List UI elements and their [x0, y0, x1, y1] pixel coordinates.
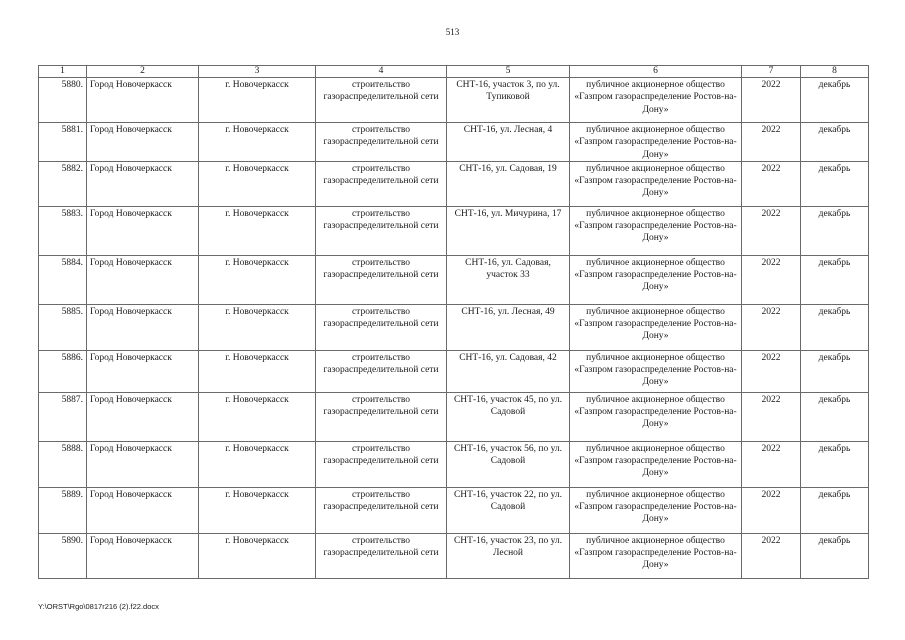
column-header: 4 — [316, 66, 447, 78]
column-header: 2 — [87, 66, 199, 78]
settlement-cell: г. Новочеркасск — [199, 255, 316, 304]
work-type-cell: строительство газораспределительной сети — [316, 123, 447, 162]
row-number: 5880. — [39, 78, 87, 123]
month-cell: декабрь — [801, 350, 869, 392]
organization-cell: публичное акционерное общество «Газпром газораспределение Ростов-на-Дону» — [570, 206, 742, 255]
work-type-cell: строительство газораспределительной сети — [316, 533, 447, 578]
object-cell: СНТ-16, участок 22, по ул. Садовой — [447, 487, 570, 533]
file-path-footer: Y:\ORST\Rgo\0817r216 (2).f22.docx — [38, 602, 159, 611]
year-cell: 2022 — [742, 350, 801, 392]
table-row — [39, 392, 869, 441]
year-cell: 2022 — [742, 304, 801, 350]
work-type-cell: строительство газораспределительной сети — [316, 441, 447, 487]
settlement-cell: г. Новочеркасск — [199, 533, 316, 578]
object-cell: СНТ-16, ул. Лесная, 49 — [447, 304, 570, 350]
year-cell: 2022 — [742, 206, 801, 255]
district-cell: Город Новочеркасск — [87, 161, 199, 206]
year-cell: 2022 — [742, 78, 801, 123]
settlement-cell: г. Новочеркасск — [199, 161, 316, 206]
month-cell: декабрь — [801, 161, 869, 206]
settlement-cell: г. Новочеркасск — [199, 392, 316, 441]
settlement-cell: г. Новочеркасск — [199, 441, 316, 487]
row-number: 5881. — [39, 123, 87, 162]
year-cell: 2022 — [742, 487, 801, 533]
row-number: 5883. — [39, 206, 87, 255]
district-cell: Город Новочеркасск — [87, 123, 199, 162]
table-row — [39, 533, 869, 578]
month-cell: декабрь — [801, 255, 869, 304]
row-number: 5882. — [39, 161, 87, 206]
table-row — [39, 487, 869, 533]
row-number: 5884. — [39, 255, 87, 304]
organization-cell: публичное акционерное общество «Газпром газораспределение Ростов-на-Дону» — [570, 161, 742, 206]
work-type-cell: строительство газораспределительной сети — [316, 206, 447, 255]
year-cell: 2022 — [742, 533, 801, 578]
object-cell: СНТ-16, ул. Садовая, участок 33 — [447, 255, 570, 304]
settlement-cell: г. Новочеркасск — [199, 78, 316, 123]
district-cell: Город Новочеркасск — [87, 533, 199, 578]
work-type-cell: строительство газораспределительной сети — [316, 350, 447, 392]
table-row — [39, 350, 869, 392]
table-row — [39, 441, 869, 487]
table-row — [39, 206, 869, 255]
object-cell: СНТ-16, участок 3, по ул. Тупиковой — [447, 78, 570, 123]
row-number: 5887. — [39, 392, 87, 441]
month-cell: декабрь — [801, 533, 869, 578]
object-cell: СНТ-16, ул. Садовая, 42 — [447, 350, 570, 392]
column-number-row — [39, 66, 869, 78]
month-cell: декабрь — [801, 123, 869, 162]
table-row — [39, 161, 869, 206]
month-cell: декабрь — [801, 206, 869, 255]
settlement-cell: г. Новочеркасск — [199, 350, 316, 392]
year-cell: 2022 — [742, 255, 801, 304]
column-header: 3 — [199, 66, 316, 78]
page-number: 513 — [445, 27, 460, 37]
row-number: 5885. — [39, 304, 87, 350]
work-type-cell: строительство газораспределительной сети — [316, 304, 447, 350]
organization-cell: публичное акционерное общество «Газпром газораспределение Ростов-на-Дону» — [570, 350, 742, 392]
row-number: 5889. — [39, 487, 87, 533]
row-number: 5886. — [39, 350, 87, 392]
district-cell: Город Новочеркасск — [87, 78, 199, 123]
object-cell: СНТ-16, участок 45, по ул. Садовой — [447, 392, 570, 441]
row-number: 5890. — [39, 533, 87, 578]
year-cell: 2022 — [742, 392, 801, 441]
object-cell: СНТ-16, участок 56, по ул. Садовой — [447, 441, 570, 487]
organization-cell: публичное акционерное общество «Газпром газораспределение Ростов-на-Дону» — [570, 255, 742, 304]
district-cell: Город Новочеркасск — [87, 392, 199, 441]
month-cell: декабрь — [801, 304, 869, 350]
settlement-cell: г. Новочеркасск — [199, 206, 316, 255]
object-cell: СНТ-16, ул. Лесная, 4 — [447, 123, 570, 162]
organization-cell: публичное акционерное общество «Газпром газораспределение Ростов-на-Дону» — [570, 78, 742, 123]
column-header: 5 — [447, 66, 570, 78]
district-cell: Город Новочеркасск — [87, 255, 199, 304]
table-row — [39, 255, 869, 304]
organization-cell: публичное акционерное общество «Газпром газораспределение Ростов-на-Дону» — [570, 533, 742, 578]
object-cell: СНТ-16, ул. Мичурина, 17 — [447, 206, 570, 255]
month-cell: декабрь — [801, 487, 869, 533]
settlement-cell: г. Новочеркасск — [199, 123, 316, 162]
column-header: 1 — [39, 66, 87, 78]
schedule-table — [38, 65, 869, 579]
settlement-cell: г. Новочеркасск — [199, 304, 316, 350]
month-cell: декабрь — [801, 78, 869, 123]
column-header: 6 — [570, 66, 742, 78]
organization-cell: публичное акционерное общество «Газпром газораспределение Ростов-на-Дону» — [570, 392, 742, 441]
organization-cell: публичное акционерное общество «Газпром газораспределение Ростов-на-Дону» — [570, 441, 742, 487]
district-cell: Город Новочеркасск — [87, 304, 199, 350]
row-number: 5888. — [39, 441, 87, 487]
month-cell: декабрь — [801, 392, 869, 441]
organization-cell: публичное акционерное общество «Газпром газораспределение Ростов-на-Дону» — [570, 487, 742, 533]
year-cell: 2022 — [742, 441, 801, 487]
district-cell: Город Новочеркасск — [87, 206, 199, 255]
year-cell: 2022 — [742, 123, 801, 162]
organization-cell: публичное акционерное общество «Газпром газораспределение Ростов-на-Дону» — [570, 304, 742, 350]
table-row — [39, 304, 869, 350]
settlement-cell: г. Новочеркасск — [199, 487, 316, 533]
object-cell: СНТ-16, ул. Садовая, 19 — [447, 161, 570, 206]
work-type-cell: строительство газораспределительной сети — [316, 161, 447, 206]
district-cell: Город Новочеркасск — [87, 441, 199, 487]
column-header: 8 — [801, 66, 869, 78]
table-row — [39, 78, 869, 123]
month-cell: декабрь — [801, 441, 869, 487]
object-cell: СНТ-16, участок 23, по ул. Лесной — [447, 533, 570, 578]
table-row — [39, 123, 869, 162]
work-type-cell: строительство газораспределительной сети — [316, 255, 447, 304]
column-header: 7 — [742, 66, 801, 78]
year-cell: 2022 — [742, 161, 801, 206]
district-cell: Город Новочеркасск — [87, 487, 199, 533]
work-type-cell: строительство газораспределительной сети — [316, 487, 447, 533]
organization-cell: публичное акционерное общество «Газпром газораспределение Ростов-на-Дону» — [570, 123, 742, 162]
work-type-cell: строительство газораспределительной сети — [316, 78, 447, 123]
work-type-cell: строительство газораспределительной сети — [316, 392, 447, 441]
district-cell: Город Новочеркасск — [87, 350, 199, 392]
